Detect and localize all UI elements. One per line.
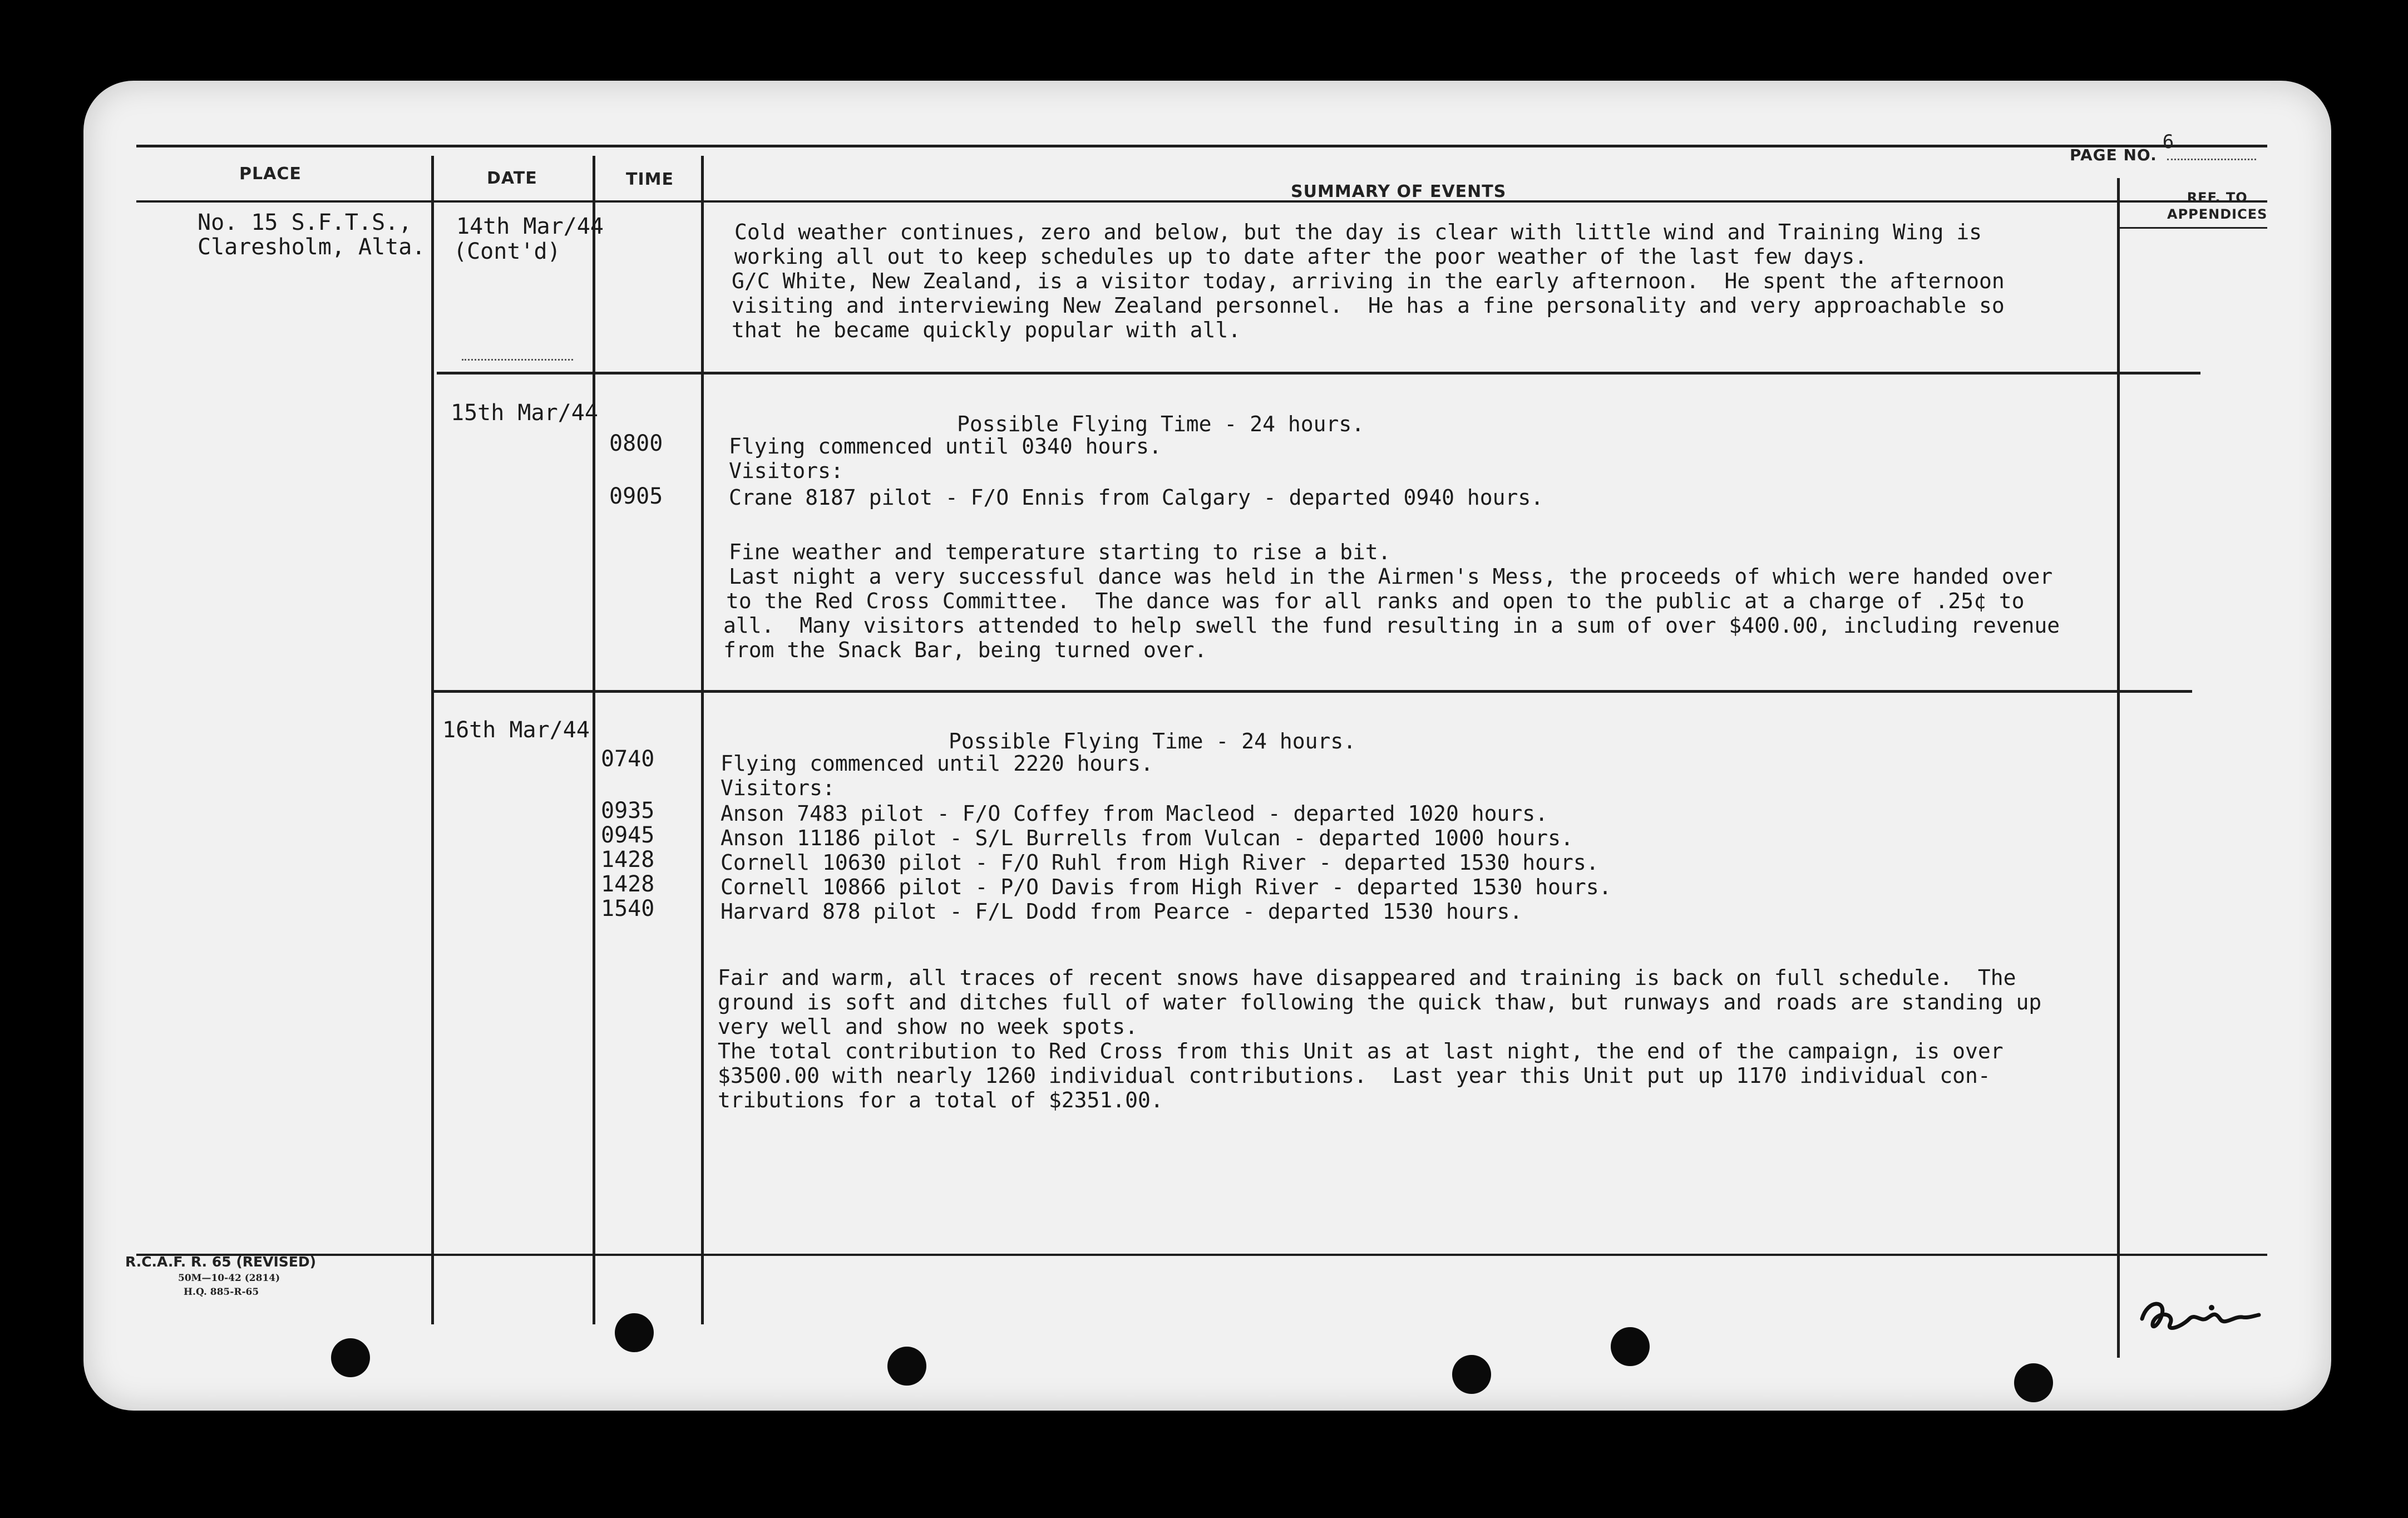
entry1-date: 14th Mar/44: [456, 214, 604, 239]
entry1-date-cont: (Cont'd): [453, 239, 561, 264]
place-line-2: Claresholm, Alta.: [198, 234, 426, 260]
entry3-line-5: $3500.00 with nearly 1260 individual contributions. Last year this Unit put up 1170 individual con-: [718, 1063, 1991, 1088]
entry2-heading: Possible Flying Time - 24 hours.: [957, 412, 1365, 436]
entry2-line-5: from the Snack Bar, being turned over.: [723, 638, 1207, 662]
entry-separator-1: [437, 372, 2200, 374]
place-line-1: No. 15 S.F.T.S.,: [198, 210, 412, 235]
entry3-visitor-4: Cornell 10866 pilot - P/O Davis from High River - departed 1530 hours.: [721, 875, 1612, 899]
entry3-line-6: tributions for a total of $2351.00.: [718, 1088, 1163, 1112]
entry1-line-5: that he became quickly popular with all.: [732, 318, 1241, 342]
entry2-line-3: to the Red Cross Committee. The dance was for all ranks and open to the public at a charge of .25¢ to: [726, 589, 2025, 613]
top-rule: [136, 145, 2267, 147]
header-place: PLACE: [239, 164, 302, 184]
header-time: TIME: [626, 170, 674, 189]
entry3-visitors-label: Visitors:: [721, 776, 835, 800]
header-rule: [136, 200, 2267, 203]
diary-card: [83, 81, 2331, 1411]
entry1-line-4: visiting and interviewing New Zealand personnel. He has a fine personality and very approachable so: [732, 293, 2005, 318]
entry2-time-1: 0800: [609, 431, 663, 456]
bottom-rule: [136, 1254, 2267, 1256]
binder-hole-1: [331, 1338, 370, 1377]
entry3-date: 16th Mar/44: [442, 717, 590, 743]
entry3-time-3: 0945: [601, 822, 655, 848]
entry3-line-4: The total contribution to Red Cross from this Unit as at last night, the end of the campaign, is over: [718, 1039, 2004, 1063]
entry1-line-3: G/C White, New Zealand, is a visitor today, arriving in the early afternoon. He spent the afternoon: [732, 269, 2005, 293]
entry1-line-2: working all out to keep schedules up to date after the poor weather of the last few days.: [734, 244, 1868, 269]
entry2-time-2: 0905: [609, 484, 663, 509]
entry3-visitor-2: Anson 11186 pilot - S/L Burrells from Vulcan - departed 1000 hours.: [721, 826, 1573, 850]
page-label-text: PAGE NO.: [2070, 146, 2157, 164]
col-divider-time: [701, 156, 704, 1324]
binder-hole-6: [2014, 1363, 2053, 1402]
header-summary: SUMMARY OF EVENTS: [1291, 182, 1507, 201]
handwritten-signature: [2136, 1294, 2264, 1344]
entry2-line-2: Last night a very successful dance was held in the Airmen's Mess, the proceeds of which were handed over: [729, 564, 2053, 589]
entry2-line-4: all. Many visitors attended to help swell the fund resulting in a sum of over $400.00, including revenue: [723, 613, 2060, 638]
entry3-visitor-3: Cornell 10630 pilot - F/O Ruhl from High River - departed 1530 hours.: [721, 850, 1599, 875]
col-divider-ref: [2117, 178, 2120, 1358]
entry3-line-2: ground is soft and ditches full of water following the quick thaw, but runways and roads are standing up: [718, 990, 2042, 1014]
entry2-visitors-label: Visitors:: [729, 459, 843, 483]
entry3-time-5: 1428: [601, 871, 655, 897]
col-divider-date: [593, 156, 595, 1324]
entry2-visitor-1: Crane 8187 pilot - F/O Ennis from Calgary - departed 0940 hours.: [729, 485, 1544, 510]
header-date: DATE: [487, 169, 537, 188]
print-code-2: H.Q. 885-R-65: [184, 1287, 259, 1298]
page-number: 6: [2162, 131, 2175, 153]
header-ref: REF. TO APPENDICES: [2167, 190, 2268, 222]
binder-hole-4: [1611, 1327, 1650, 1366]
print-code-1: 50M—10-42 (2814): [178, 1273, 280, 1284]
entry2-date: 15th Mar/44: [451, 400, 598, 426]
page-number-dots: [2167, 159, 2256, 162]
binder-hole-5: [1452, 1355, 1491, 1394]
binder-hole-3: [887, 1347, 926, 1386]
entry3-line-3: very well and show no week spots.: [718, 1014, 1138, 1039]
entry3-time-1: 0740: [601, 746, 655, 772]
entry3-time-4: 1428: [601, 847, 655, 873]
ref-rule: [2120, 227, 2267, 229]
entry2-line-1: Fine weather and temperature starting to rise a bit.: [729, 540, 1391, 564]
entry1-line-1: Cold weather continues, zero and below, but the day is clear with little wind and Training Wing is: [734, 220, 1982, 244]
entry3-heading: Possible Flying Time - 24 hours.: [949, 729, 1356, 753]
form-number: R.C.A.F. R. 65 (REVISED): [125, 1254, 317, 1270]
entry3-line-1: Fair and warm, all traces of recent snows have disappeared and training is back on full schedule. The: [718, 965, 2016, 990]
entry3-time-2: 0935: [601, 798, 655, 824]
binder-hole-2: [615, 1313, 654, 1352]
entry3-time-6: 1540: [601, 896, 655, 921]
entry3-visitor-5: Harvard 878 pilot - F/L Dodd from Pearce - departed 1530 hours.: [721, 899, 1523, 924]
entry-separator-2: [431, 690, 2192, 693]
page-label: [2070, 131, 2175, 165]
col-divider-place: [431, 156, 434, 1324]
entry1-date-dots: [462, 359, 573, 362]
entry3-visitor-1: Anson 7483 pilot - F/O Coffey from Macleod - departed 1020 hours.: [721, 801, 1548, 826]
entry3-flying: Flying commenced until 2220 hours.: [721, 751, 1153, 776]
entry2-flying: Flying commenced until 0340 hours.: [729, 434, 1162, 459]
